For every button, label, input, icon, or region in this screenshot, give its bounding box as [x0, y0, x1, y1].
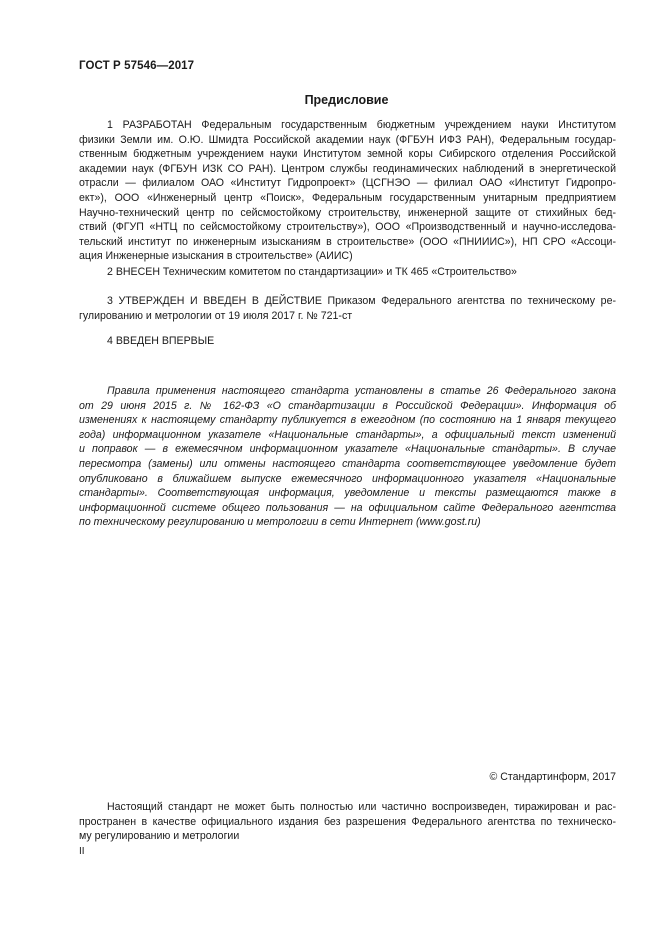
gost-code: ГОСТ Р 57546—2017 [79, 60, 195, 72]
notice-line: пересмотра (замены) или отмены настоящего стандарта соответствующее уведомление будет [79, 457, 616, 470]
standard-application-notice [79, 384, 616, 530]
page-title: Предисловие [304, 93, 389, 107]
reproduction-line: му регулированию и метрологии [79, 830, 240, 843]
copyright: © Стандартинформ, 2017 [489, 771, 616, 783]
preface-item-2-line: 2 ВНЕСЕН Техническим комитетом по стандартизации» и ТК 465 «Строительство» [107, 266, 517, 278]
preface-item-2 [79, 265, 616, 280]
notice-line: года) информационном указателе «Национальные стандарты», а официальный текст изменений [79, 428, 616, 441]
preface-item-1-line: физики Земли им. О.Ю. Шмидта Российской академии наук (ФГБУН ИФЗ РАН), Федеральным государ- [79, 133, 616, 146]
preface-item-1 [79, 118, 616, 264]
preface-item-3-line: гулированию и метрологии от 19 июля 2017 г. № 721-ст [79, 309, 353, 322]
notice-line: информационной системе общего пользования — на официальном сайте Федерального агентства [79, 501, 616, 514]
preface-item-3 [79, 294, 616, 323]
notice-line: опубликовано в ближайшем выпуске ежемесячного информационного указателя «Национальные [79, 472, 616, 485]
preface-item-1-line: Научно-технический центр по сейсмостойкому строительству, инженерной защите от стихийных бед- [79, 206, 616, 219]
preface-item-1-line: тельский институт по инженерным изысканиям в строительстве» (ООО «ПНИИИС»), НП СРО «Ассоци- [79, 235, 616, 248]
preface-item-1-line: отрасли — филиалом ОАО «Институт Гидропроект» (ЦСГНЭО — филиал ОАО «Институт Гидропро- [79, 177, 616, 190]
reproduction-line: Настоящий стандарт не может быть полностью или частично воспроизведен, тиражирован и рас- [107, 801, 616, 813]
notice-line: стандарты». Соответствующая информация, уведомление и тексты размещаются также в [79, 487, 616, 500]
preface-item-4 [79, 334, 616, 349]
notice-line: и поправок — в ежемесячном информационном указателе «Национальные стандарты». В случае [79, 443, 616, 456]
page-number: II [79, 846, 85, 857]
notice-line: по техническому регулированию и метрологии в сети Интернет (www.gost.ru) [79, 516, 481, 529]
preface-item-1-line: ственным бюджетным учреждением науки Институтом земной коры Сибирского отделения Российской [79, 148, 616, 161]
preface-item-3-line: 3 УТВЕРЖДЕН И ВВЕДЕН В ДЕЙСТВИЕ Приказом Федерального агентства по техническому ре- [107, 295, 616, 307]
preface-item-1-line: ствий (ФГУП «НТЦ по сейсмостойкому строительству»), ООО «Производственный и научно-исследова- [79, 221, 616, 234]
preface-item-4-line: 4 ВВЕДЕН ВПЕРВЫЕ [107, 335, 215, 347]
preface-item-1-line: 1 РАЗРАБОТАН Федеральным государственным бюджетным учреждением науки Институтом [107, 119, 616, 131]
preface-item-1-line: академии наук (ФГБУН ИЗК СО РАН). Центром службы геодинамических наблюдений в энергетической [79, 162, 616, 175]
reproduction-line: пространен в качестве официального издания без разрешения Федерального агентства по техническо- [79, 815, 616, 828]
reproduction-notice [79, 800, 616, 844]
notice-line: Правила применения настоящего стандарта установлены в статье 26 Федерального закона [107, 385, 616, 397]
preface-item-1-line: ект»), ООО «Инженерный центр «Поиск», Федеральным государственным унитарным предприятием [79, 191, 616, 204]
notice-line: изменениях к настоящему стандарту публикуется в ежегодном (по состоянию на 1 января текущего [79, 414, 616, 427]
preface-item-1-line: ация Инженерные изыскания в строительстве» (АИИС) [79, 250, 353, 263]
notice-line: от 29 июня 2015 г. № 162-ФЗ «О стандартизации в Российской Федерации». Информация об [79, 399, 616, 412]
